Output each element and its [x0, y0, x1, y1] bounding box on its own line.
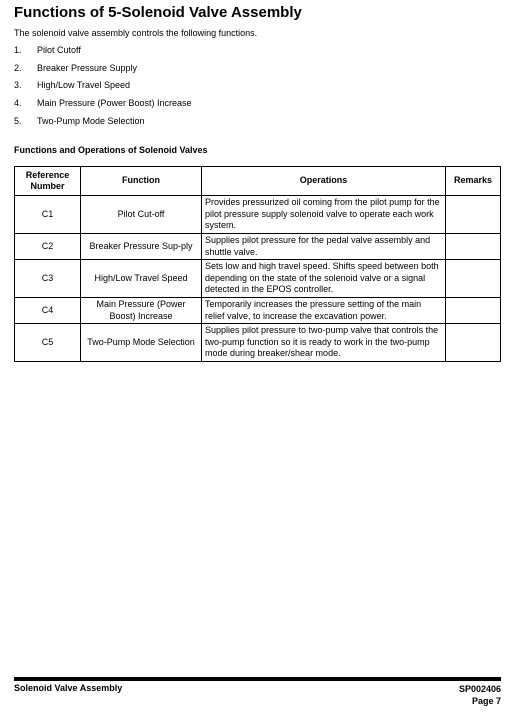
cell-operations: Provides pressurized oil coming from the pilot pump for the pilot pressure supply solenoid valve to operate each work system.: [202, 196, 446, 234]
cell-operations: Temporarily increases the pressure setting of the main relief valve, to increase the excavation power.: [202, 298, 446, 324]
cell-reference: C4: [15, 298, 81, 324]
column-header-reference: Reference Number: [15, 167, 81, 196]
column-header-remarks: Remarks: [446, 167, 501, 196]
cell-reference: C5: [15, 324, 81, 362]
list-item-label: Breaker Pressure Supply: [37, 62, 138, 73]
list-item-number: 5.: [14, 115, 22, 126]
cell-function: Breaker Pressure Sup-ply: [81, 234, 202, 260]
cell-remarks: [446, 260, 501, 298]
footer-doc-number: SP002406: [458, 684, 501, 694]
list-item-label: Main Pressure (Power Boost) Increase: [37, 98, 192, 109]
cell-operations: Sets low and high travel speed. Shifts speed between both depending on the state of the solenoid valve or a signal detected in the EPOS controller.: [202, 260, 446, 298]
page-title: Functions of 5-Solenoid Valve Assembly: [14, 4, 302, 21]
cell-remarks: [446, 298, 501, 324]
intro-text: The solenoid valve assembly controls the following functions.: [14, 28, 258, 38]
cell-function: Pilot Cut-off: [81, 196, 202, 234]
list-item-label: High/Low Travel Speed: [37, 80, 131, 91]
table-row: [15, 260, 501, 298]
list-item-number: 4.: [14, 98, 22, 109]
cell-reference: C3: [15, 260, 81, 298]
column-header-operations: Operations: [202, 167, 446, 196]
list-item-number: 2.: [14, 62, 22, 73]
cell-operations: Supplies pilot pressure for the pedal valve assembly and shuttle valve.: [202, 234, 446, 260]
footer-section-title: Solenoid Valve Assembly: [14, 683, 123, 693]
cell-reference: C2: [15, 234, 81, 260]
list-item-number: 1.: [14, 45, 22, 55]
list-item-number: 3.: [14, 80, 22, 91]
list-item: [14, 115, 192, 133]
list-item: [14, 44, 192, 62]
list-item-label: Pilot Cutoff: [37, 45, 81, 55]
cell-remarks: [446, 324, 501, 362]
functions-list: [14, 44, 192, 132]
list-item: [14, 62, 192, 80]
table-row: [15, 234, 501, 260]
cell-operations: Supplies pilot pressure to two-pump valve that controls the two-pump function so it is ready to work in the two-pump mode during breaker/shear mode.: [202, 324, 446, 362]
table-heading: Functions and Operations of Solenoid Valves: [14, 145, 208, 155]
cell-function: High/Low Travel Speed: [81, 260, 202, 298]
table-header-row: [15, 167, 501, 196]
cell-function: Two-Pump Mode Selection: [81, 324, 202, 362]
list-item: [14, 79, 192, 97]
footer-divider: [14, 677, 501, 681]
footer-page-info: [459, 683, 501, 707]
cell-remarks: [446, 196, 501, 234]
column-header-function: Function: [81, 167, 202, 196]
list-item-label: Two-Pump Mode Selection: [37, 115, 145, 126]
footer-page-number: Page 7: [471, 696, 501, 706]
table-row: [15, 324, 501, 362]
cell-remarks: [446, 234, 501, 260]
solenoid-operations-table: [14, 166, 501, 362]
list-item: [14, 97, 192, 115]
table-row: [15, 298, 501, 324]
table-row: [15, 196, 501, 234]
cell-reference: C1: [15, 196, 81, 234]
cell-function: Main Pressure (Power Boost) Increase: [81, 298, 202, 324]
